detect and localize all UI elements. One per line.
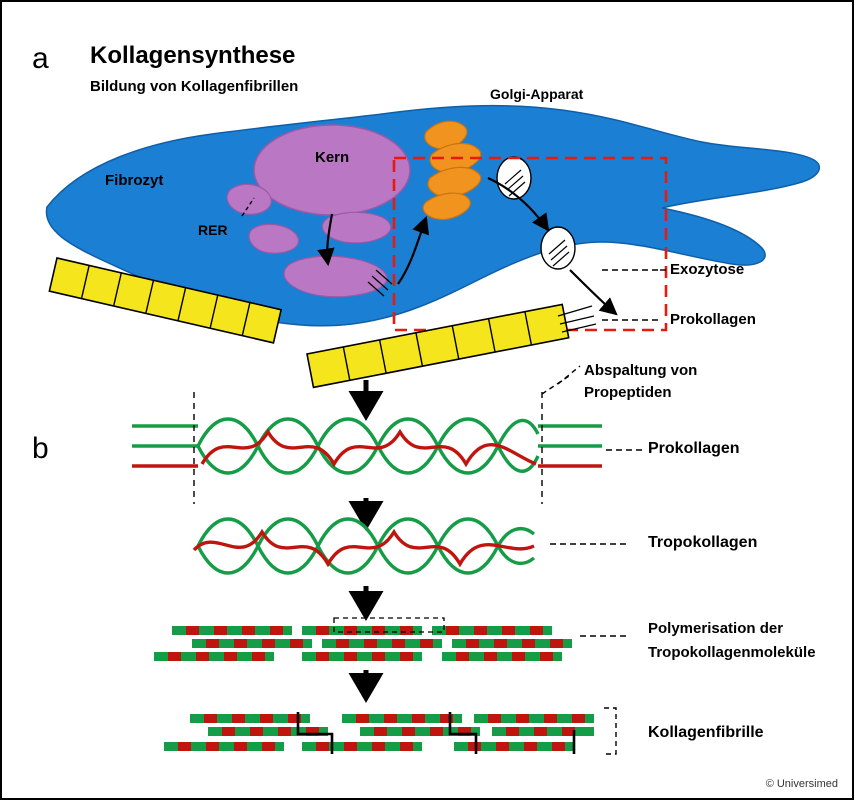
panel-a-letter: a bbox=[32, 42, 49, 75]
fibrille-rows bbox=[164, 708, 616, 754]
label-golgi: Golgi-Apparat bbox=[490, 86, 584, 102]
label-polymerisation-line2: Tropokollagenmoleküle bbox=[648, 644, 816, 661]
prokollagen-helix bbox=[132, 419, 602, 473]
label-exozytose: Exozytose bbox=[670, 261, 745, 278]
leader-abspaltung bbox=[542, 374, 572, 394]
fibrille-row-3 bbox=[164, 742, 574, 751]
polymer-row-2 bbox=[192, 639, 572, 648]
figure-title: Kollagensynthese bbox=[90, 42, 296, 69]
fibrille-row-1 bbox=[190, 714, 594, 723]
panel-b-letter: b bbox=[32, 432, 49, 465]
arrow-exocytosis bbox=[570, 270, 616, 314]
label-kern: Kern bbox=[315, 149, 350, 166]
label-fibrozyt: Fibrozyt bbox=[105, 172, 164, 189]
label-kollagenfibrille: Kollagenfibrille bbox=[648, 724, 764, 741]
fibrille-row-2 bbox=[208, 727, 594, 736]
label-tropokollagen: Tropokollagen bbox=[648, 534, 758, 551]
figure-subtitle: Bildung von Kollagenfibrillen bbox=[90, 78, 299, 95]
label-abspaltung-line2: Propeptiden bbox=[584, 384, 672, 401]
polymer-row-3 bbox=[154, 652, 562, 661]
label-prokollagen-cell: Prokollagen bbox=[670, 311, 756, 328]
nucleus-shape bbox=[254, 125, 410, 215]
diagram-svg bbox=[2, 2, 854, 802]
tropokollagen-helix bbox=[194, 519, 534, 573]
fibrille-bracket bbox=[604, 708, 616, 754]
rer-shape-3 bbox=[322, 212, 390, 243]
label-rer: RER bbox=[198, 222, 228, 238]
label-prokollagen-b: Prokollagen bbox=[648, 440, 740, 457]
polymer-row-1 bbox=[172, 626, 552, 635]
label-polymerisation-line1: Polymerisation der bbox=[648, 620, 784, 637]
vesicle-2 bbox=[541, 227, 575, 269]
polymerisation-rows bbox=[154, 618, 572, 661]
label-abspaltung-line1: Abspaltung von bbox=[584, 362, 698, 379]
copyright-notice: © Universimed bbox=[765, 778, 838, 790]
